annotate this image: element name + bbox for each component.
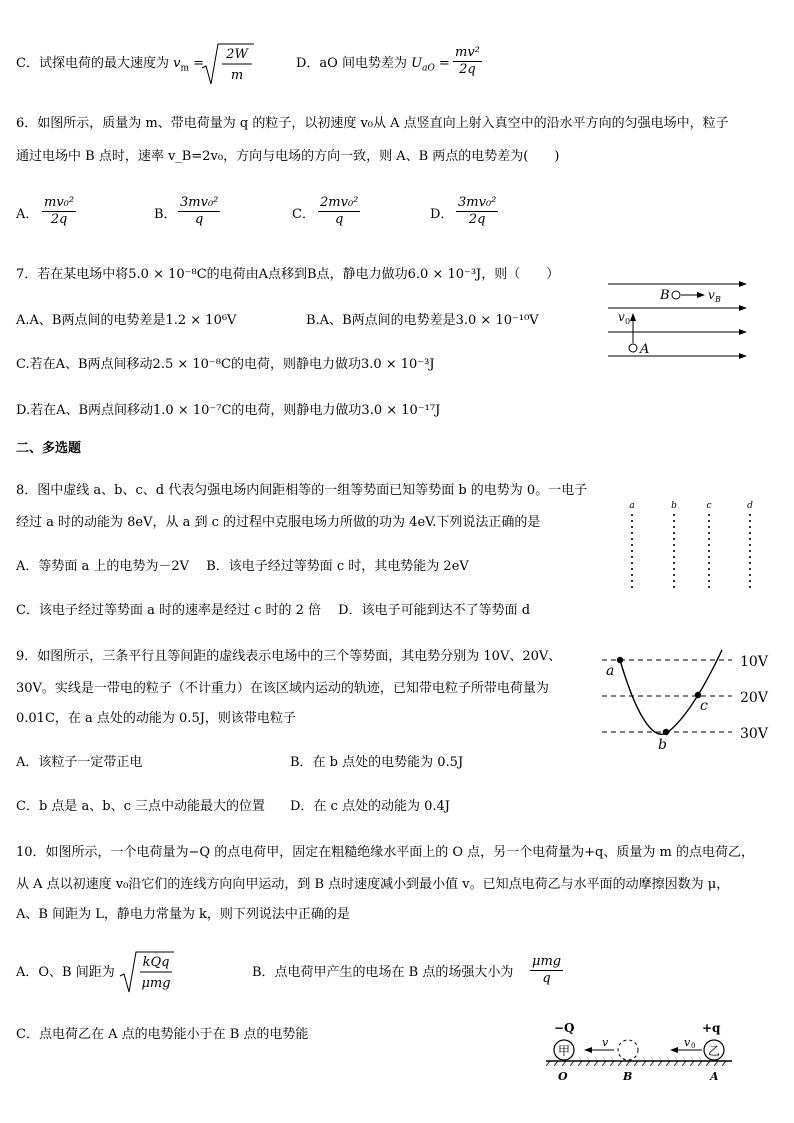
q7-option-a: A.A、B两点间的电势差是1.2 × 10⁶V xyxy=(16,313,237,328)
q9-fig-label-c: c xyxy=(700,698,708,714)
q6-option-d-frac xyxy=(454,196,500,228)
q10-fig-label-b: B xyxy=(623,1070,633,1083)
q6-fig-label-v0: v xyxy=(618,310,625,324)
q10-charges-figure xyxy=(540,1018,740,1086)
q7-stem: 7．若在某电场中将5.0 × 10⁻⁸C的电荷由A点移到B点，静电力做功6.0 × 10⁻³J，则（ ） xyxy=(16,267,560,282)
q6-fig-label-a: A xyxy=(640,342,650,357)
q10-fig-yi: 乙 xyxy=(707,1044,721,1058)
q6-a-den: 2q xyxy=(50,212,68,228)
q6-fig-label-v0-sub: 0 xyxy=(625,317,631,326)
q6-option-b-frac xyxy=(176,196,222,228)
q9-option-a: A．该粒子一定带正电 xyxy=(16,755,143,770)
q9-fig-30v: 30V xyxy=(740,726,768,742)
q6-option-label: D． xyxy=(430,207,454,222)
q10-fig-label-o: O xyxy=(558,1070,568,1083)
q8-line2: 经过 a 时的动能为 8eV，从 a 到 c 的过程中克服电场力所做的功为 4eV.下列说法正确的是 xyxy=(16,515,541,530)
q10-option-b: B．点电荷甲产生的电场在 B 点的场强大小为 xyxy=(252,965,514,980)
q8-equipotential-figure xyxy=(616,496,766,592)
q10-fig-v0: v xyxy=(684,1036,691,1049)
q10-line3: A、B 间距为 L，静电力常量为 k，则下列说法中正确的是 xyxy=(16,907,350,922)
q9-fig-label-a: a xyxy=(606,663,615,679)
q10-option-b-frac xyxy=(528,955,565,987)
q10-b-num: μmg xyxy=(530,955,563,971)
q6-option-b xyxy=(154,208,177,221)
q10-option-a: A．O、B 间距为 xyxy=(16,965,115,980)
q8-options-cd: C．该电子经过等势面 a 时的速率是经过 c 时的 2 倍 D．该电子可能到达不了等势面 d xyxy=(16,603,531,618)
q6-option-label: A． xyxy=(16,207,39,222)
q8-line1: 8．图中虚线 a、b、c、d 代表匀强电场内间距相等的一组等势面已知等势面 b 的电势为 0。一电子 xyxy=(16,483,588,498)
q10-fig-v0-sub: 0 xyxy=(691,1042,696,1050)
q7-option-c: C.若在A、B两点间移动2.5 × 10⁻⁸C的电荷，则静电力做功3.0 × 10⁻³J xyxy=(16,357,435,372)
q6-a-num: mv₀² xyxy=(42,196,76,212)
radical-sign-icon xyxy=(200,42,256,88)
q10-line1: 10．如图所示，一个电荷量为−Q 的点电荷甲，固定在粗糙绝缘水平面上的 O 点，另一个电荷量为+q、质量为 m 的点电荷乙， xyxy=(16,845,754,860)
q5-option-c-sub: m xyxy=(180,63,189,74)
q6-line1: 6．如图所示，质量为 m、带电荷量为 q 的粒子，以初速度 v₀从 A 点竖直向上射入真空中的沿水平方向的匀强电场中，粒子 xyxy=(16,116,729,131)
q9-fig-label-b: b xyxy=(658,737,667,753)
q6-d-num: 3mv₀² xyxy=(456,196,498,212)
q5-option-c-radical xyxy=(200,42,256,91)
q10-fig-v: v xyxy=(602,1036,609,1049)
q5-option-d-symbol: U xyxy=(411,56,423,71)
q5-option-d-text: D．aO 间电势差为 xyxy=(296,56,407,71)
q10-option-c: C．点电荷乙在 A 点的电势能小于在 B 点的电势能 xyxy=(16,1027,309,1042)
q9-line2: 30V。实线是一带电的粒子（不计重力）在该区域内运动的轨迹，已知带电粒子所带电荷量为 xyxy=(16,681,549,696)
q9-option-d: D．在 c 点处的动能为 0.4J xyxy=(290,799,450,814)
q5-d-num: mv² xyxy=(453,46,482,62)
q8-options-ab: A．等势面 a 上的电势为－2V B．该电子经过等势面 c 时，其电势能为 2eV xyxy=(16,559,469,574)
q6-fig-label-b: B xyxy=(660,288,670,303)
q5-option-c-eq: = xyxy=(193,56,205,71)
q5-rad-num: 2W xyxy=(226,47,248,62)
q5-option-d-eq: = xyxy=(438,56,450,71)
q10-fig-jia: 甲 xyxy=(557,1044,571,1058)
q5-rad-den: m xyxy=(230,68,244,83)
q5-option-d-sub: aO xyxy=(422,63,435,74)
q10-b-den: q xyxy=(542,971,551,987)
q9-line1: 9．如图所示，三条平行且等间距的虚线表示电场中的三个等势面，其电势分别为 10V、20V、 xyxy=(16,649,562,664)
q9-option-b: B．在 b 点处的电势能为 0.5J xyxy=(290,755,464,770)
q6-option-a xyxy=(16,208,38,221)
q10-fig-plus-q: +q xyxy=(702,1021,721,1035)
q6-option-a-frac xyxy=(40,196,78,228)
q5-option-c-text: C．试探电荷的最大速度为 xyxy=(16,56,169,71)
q9-fig-20v: 20V xyxy=(740,690,768,706)
q6-c-den: q xyxy=(335,212,344,228)
q5-d-den: 2q xyxy=(459,62,476,78)
q5-option-d xyxy=(296,57,450,74)
q10-rad-num: kQq xyxy=(142,955,170,970)
q10-rad-den: μmg xyxy=(141,976,171,991)
q6-option-c xyxy=(292,208,315,221)
q8-fig-label-a: a xyxy=(629,501,635,511)
q5-option-c xyxy=(16,57,204,74)
q6-option-label: B． xyxy=(154,207,177,222)
q6-option-c-frac xyxy=(316,196,362,228)
q8-fig-label-c: c xyxy=(706,501,712,511)
q6-line2: 通过电场中 B 点时，速率 v_B=2v₀，方向与电场的方向一致，则 A、B 两点的电势差为( ) xyxy=(16,149,560,164)
q9-fig-10v: 10V xyxy=(740,654,768,670)
q9-trajectory-figure xyxy=(600,648,780,754)
q6-d-den: 2q xyxy=(468,212,486,228)
q9-line3: 0.01C，在 a 点处的动能为 0.5J，则该带电粒子 xyxy=(16,711,296,726)
q10-line2: 从 A 点以初速度 v₀沿它们的连线方向向甲运动，到 B 点时速度减小到最小值 v。已知点电荷乙与水平面的动摩擦因数为 μ， xyxy=(16,877,730,892)
section-heading-multi-choice: 二、多选题 xyxy=(16,441,82,456)
q6-b-den: q xyxy=(195,212,204,228)
radical-sign-icon xyxy=(118,950,178,996)
q6-field-figure xyxy=(604,278,754,362)
q5-option-d-fraction xyxy=(451,46,484,78)
q6-b-num: 3mv₀² xyxy=(178,196,220,212)
q6-fig-label-vb: v xyxy=(708,288,715,302)
q8-fig-label-b: b xyxy=(671,501,677,511)
q10-fig-label-a: A xyxy=(710,1070,719,1083)
q6-fig-label-vb-sub: B xyxy=(715,295,721,304)
q6-option-label: C． xyxy=(292,207,315,222)
q8-fig-label-d: d xyxy=(747,501,753,511)
q7-option-d: D.若在A、B两点间移动1.0 × 10⁻⁷C的电荷，则静电力做功3.0 × 10⁻¹⁷J xyxy=(16,403,441,418)
q7-option-b: B.A、B两点间的电势差是3.0 × 10⁻¹⁰V xyxy=(306,313,539,328)
q6-c-num: 2mv₀² xyxy=(318,196,360,212)
q5-option-c-symbol: v xyxy=(173,56,181,71)
q9-option-c: C．b 点是 a、b、c 三点中动能最大的位置 xyxy=(16,799,266,814)
q10-option-a-radical xyxy=(118,950,178,999)
q10-fig-minus-q: −Q xyxy=(554,1021,575,1035)
q6-option-d xyxy=(430,208,453,221)
